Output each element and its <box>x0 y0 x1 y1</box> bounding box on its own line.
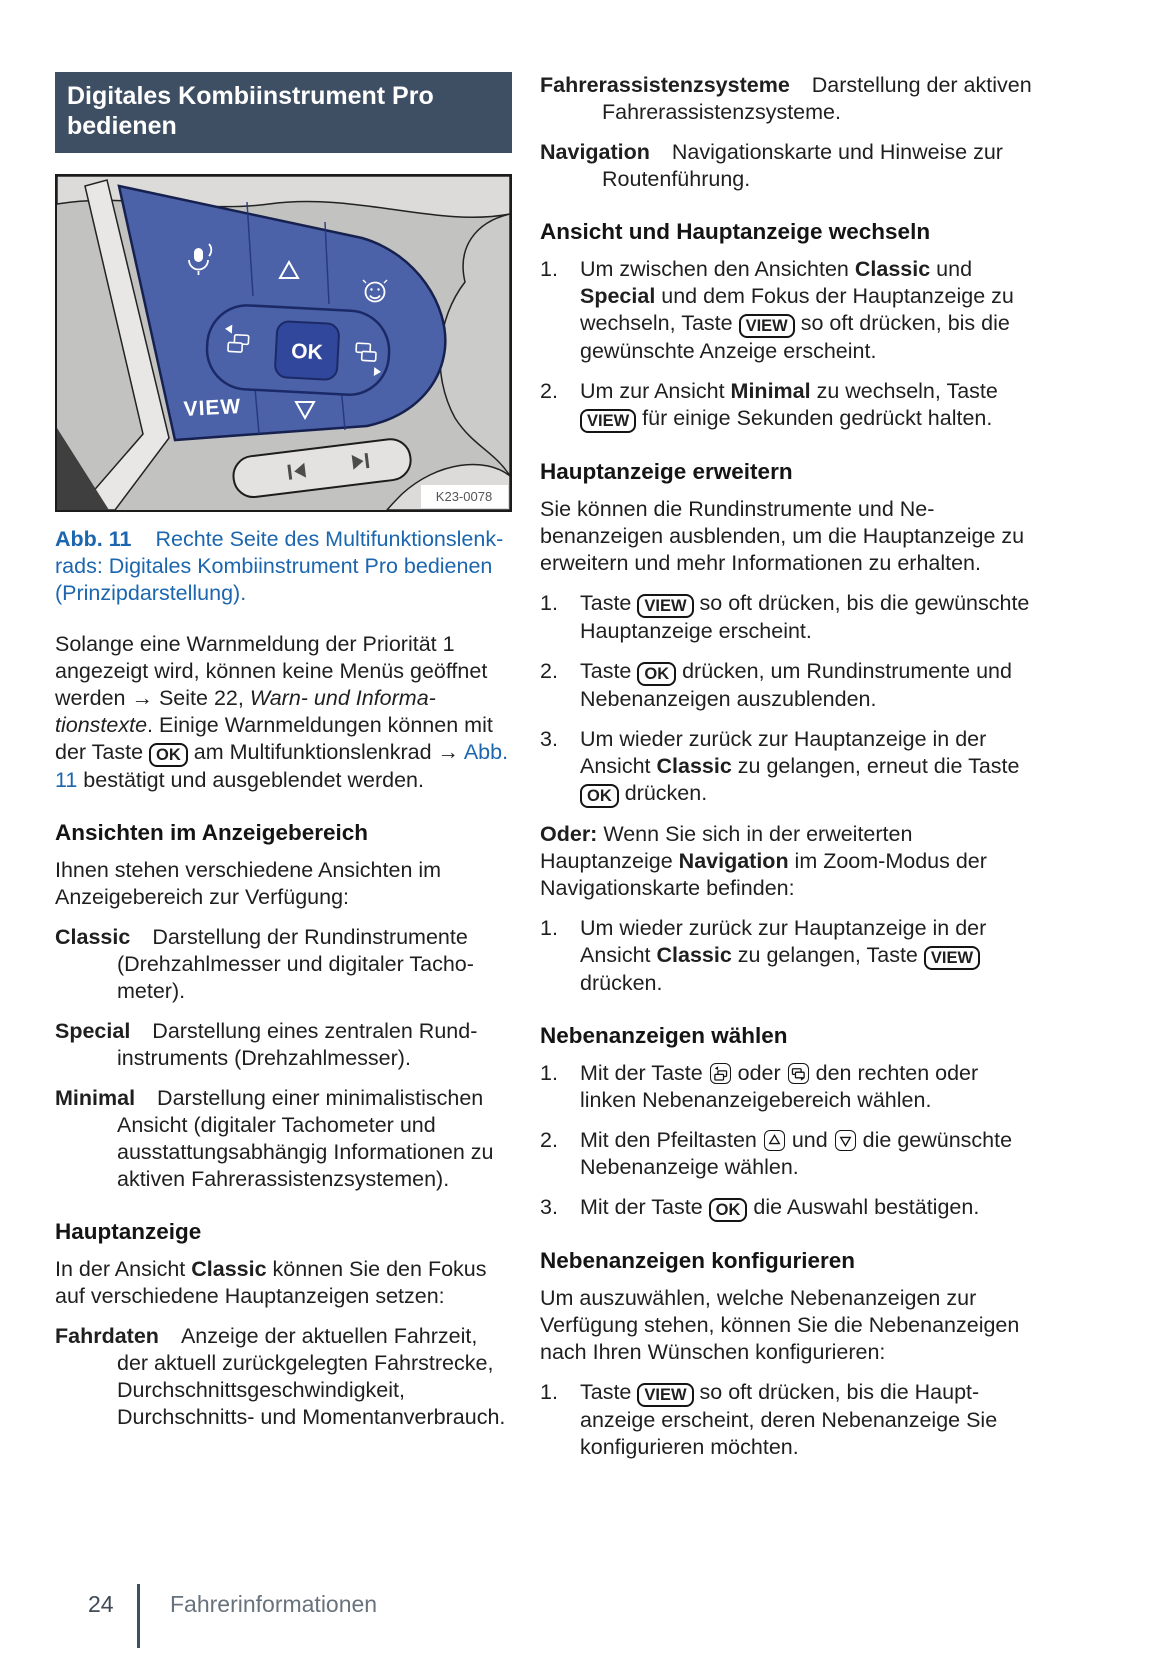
ok-button-label: OK <box>290 339 324 365</box>
list-number: 3. <box>540 727 558 751</box>
footer-divider <box>137 1584 140 1648</box>
definition-term: Special <box>55 1019 131 1043</box>
display-right-key-icon <box>788 1063 809 1084</box>
page-content <box>55 72 1036 1474</box>
list-item-text: Taste VIEW so oft drücken, bis die Hauptanzeige erscheint, deren Nebenanzeige Sie konfigurieren möchten. <box>580 1380 998 1459</box>
definition-desc: Darstellung eines zentralen Rundinstruments (Drehzahlmesser). <box>117 1019 478 1070</box>
list-item-text: Mit der Taste OK die Auswahl bestätigen. <box>580 1194 1036 1222</box>
bold-term: Oder: <box>540 822 598 846</box>
numbered-list-select <box>540 1060 1036 1222</box>
intro-paragraph: Solange eine Warnmeldung der Priorität 1 angezeigt wird, können keine Menüs geöffnet werden → Seite 22, Warn- und Informationstexte. Einige Warnmeldungen können mit der Taste OK am Multifunktionslenkrad → Abb. 11 bestätigt und ausgeblendet werden. <box>55 632 509 792</box>
definition-item <box>55 924 512 1005</box>
bold-term: Classic <box>656 943 732 967</box>
definition-desc: Darstellung der aktiven Fahrerassistenzsysteme. <box>602 73 1032 124</box>
section-heading-views: Ansichten im Anzeigebereich <box>55 820 368 845</box>
section-heading-expand: Hauptanzeige erweitern <box>540 459 793 484</box>
definition-desc: Darstellung einer minimalistischen Ansicht (digitaler Tachometer und ausstattungsabhängig Informationen zu aktiven Fahrerassistenzsystemen). <box>117 1086 494 1191</box>
numbered-list-expand-or <box>540 915 1036 997</box>
list-item <box>540 915 1036 997</box>
bold-term: Classic <box>854 257 931 281</box>
definition-term: Minimal <box>55 1086 136 1110</box>
definition-desc: Darstellung der Rundinstrumente (Drehzahlmesser und digitaler Tachometer). <box>117 925 474 1003</box>
section-heading-main-display: Hauptanzeige <box>55 1219 202 1244</box>
list-item <box>540 590 1036 645</box>
bold-term: Navigation <box>678 849 789 873</box>
figure-image <box>55 174 512 512</box>
list-number: 1. <box>540 1380 558 1404</box>
list-item <box>540 726 1036 808</box>
list-item <box>540 256 1036 365</box>
definition-term: Classic <box>55 925 131 949</box>
view-key: VIEW <box>637 1383 693 1407</box>
section-heading-select: Nebenanzeigen wählen <box>540 1023 788 1048</box>
definition-term: Fahrerassistenzsysteme <box>540 73 790 97</box>
right-column <box>540 72 1036 1474</box>
list-item-text: Um wieder zurück zur Hauptanzeige in der Ansicht Classic zu gelangen, erneut die Taste OK drücken. <box>580 726 1036 808</box>
definition-desc: Anzeige der aktuellen Fahrzeit, der aktuell zurückgelegten Fahrstrecke, Durchschnittsgeschwindigkeit, Durchschnitts- und Momentanverbrauch. <box>117 1324 506 1429</box>
bold-term: Classic <box>656 754 732 778</box>
bold-term: Minimal <box>730 379 811 403</box>
list-item-text: Mit der Taste oder den rechten oder linken Nebenanzeigebereich wählen. <box>580 1061 979 1112</box>
left-column <box>55 72 512 1474</box>
center-button-cluster <box>205 303 391 396</box>
footer-section-title: Fahrerinformationen <box>170 1591 378 1617</box>
view-key: VIEW <box>739 314 795 338</box>
figure-reference-link[interactable]: Abb. 11 <box>55 740 509 792</box>
page-footer <box>88 1590 377 1648</box>
list-item-text: Taste VIEW so oft drücken, bis die gewünschte Hauptanzeige erscheint. <box>580 591 1030 643</box>
view-key: VIEW <box>924 946 980 970</box>
list-item <box>540 378 1036 433</box>
list-number: 2. <box>540 1128 558 1152</box>
page-number: 24 <box>88 1591 114 1617</box>
view-key: VIEW <box>637 594 693 618</box>
list-number: 2. <box>540 379 558 403</box>
list-item <box>540 1379 1036 1461</box>
list-item-text: Taste OK drücken, um Rundinstrumente und Nebenanzeigen auszublenden. <box>580 659 1012 711</box>
list-item-text: Um wieder zurück zur Hauptanzeige in der Ansicht Classic zu gelangen, Taste VIEW drücken. <box>580 916 987 995</box>
definition-desc: Navigationskarte und Hinweise zur Routenführung. <box>602 140 1003 191</box>
display-left-key-icon <box>710 1063 731 1084</box>
bold-term: Classic <box>191 1257 267 1281</box>
ok-key: OK <box>580 784 619 808</box>
list-item-text: Um zur Ansicht Minimal zu wechseln, Taste VIEW für einige Sekunden gedrückt halten. <box>580 378 1036 433</box>
figure-caption <box>55 526 512 607</box>
numbered-list-expand <box>540 590 1036 808</box>
main-display-lead: In der Ansicht Classic können Sie den Fokus auf verschiedene Hauptanzeigen setzen: <box>55 1257 487 1308</box>
list-item <box>540 1194 1036 1222</box>
configure-lead: Um auszuwählen, welche Nebenanzeigen zur Verfügung stehen, können Sie die Nebenanzeigen nach Ihren Wünschen konfigurieren: <box>540 1286 1020 1364</box>
list-number: 3. <box>540 1195 558 1219</box>
numbered-list-configure <box>540 1379 1036 1461</box>
definition-item <box>540 72 1036 126</box>
definition-item <box>540 139 1036 193</box>
views-lead: Ihnen stehen verschiedene Ansichten im Anzeigebereich zur Verfügung: <box>55 858 442 909</box>
definition-term: Navigation <box>540 140 650 164</box>
ok-key: OK <box>709 1198 748 1222</box>
numbered-list-switch <box>540 256 1036 433</box>
bold-term: Special <box>580 284 656 308</box>
definition-item <box>55 1018 512 1072</box>
list-item-text: Um zwischen den Ansichten Classic und Special und dem Fokus der Hauptanzeige zu wechseln, Taste VIEW so oft drücken, bis die gewünschte Anzeige erscheint. <box>580 257 1014 363</box>
steering-wheel-illustration <box>57 176 510 510</box>
definition-term: Fahrdaten <box>55 1324 159 1348</box>
ok-key: OK <box>149 743 188 767</box>
section-heading-switch: Ansicht und Hauptanzeige wechseln <box>540 219 931 244</box>
expand-or-paragraph: Oder: Wenn Sie sich in der erweiterten Hauptanzeige Navigation im Zoom-Modus der Navigationskarte befinden: <box>540 822 987 900</box>
definition-item <box>55 1085 512 1193</box>
view-key: VIEW <box>580 409 636 433</box>
list-item <box>540 658 1036 713</box>
list-number: 1. <box>540 1061 558 1085</box>
figure-caption-text: Rechte Seite des Multifunktionslenkrads: Digitales Kombiinstrument Pro bedienen (Prinzipdarstellung). <box>55 527 504 605</box>
page-title: Digitales Kombiinstrument Pro bedienen <box>55 72 512 153</box>
list-number: 1. <box>540 257 558 281</box>
list-number: 1. <box>540 916 558 940</box>
figure-caption-label: Abb. 11 <box>55 527 132 551</box>
arrow-down-key-icon <box>835 1130 856 1151</box>
ok-key: OK <box>637 662 676 686</box>
definition-item <box>55 1323 512 1431</box>
expand-lead: Sie können die Rundinstrumente und Nebenanzeigen ausblenden, um die Hauptanzeige zu erweitern und mehr Informationen zu erhalten. <box>540 497 1025 575</box>
list-item <box>540 1060 1036 1114</box>
list-number: 1. <box>540 591 558 615</box>
arrow-up-key-icon <box>764 1130 785 1151</box>
italic-reference: Warn- und Informationstexte <box>55 686 436 737</box>
list-number: 2. <box>540 659 558 683</box>
view-button: VIEW <box>183 395 242 421</box>
image-code: K23-0078 <box>435 489 493 504</box>
section-heading-configure: Nebenanzeigen konfigurieren <box>540 1248 856 1273</box>
list-item <box>540 1127 1036 1181</box>
list-item-text: Mit den Pfeiltasten und die gewünschte Nebenanzeige wählen. <box>580 1128 1013 1179</box>
